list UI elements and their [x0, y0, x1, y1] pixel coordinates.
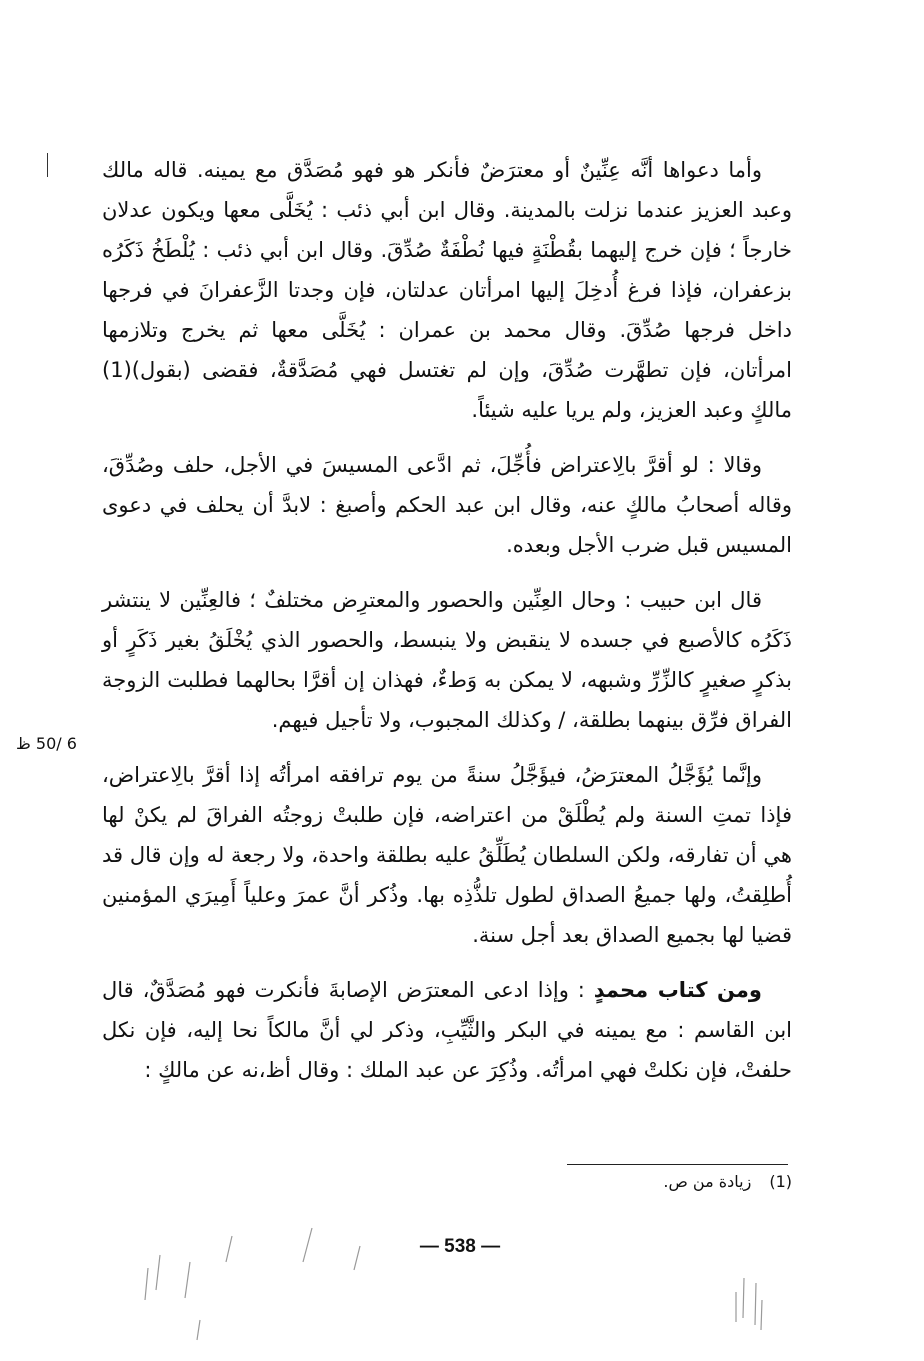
scan-mark [303, 1228, 312, 1262]
book-title-lead: ومن كتاب محمدٍ [593, 978, 762, 1002]
scan-mark [145, 1268, 148, 1300]
scan-mark [156, 1255, 160, 1290]
paragraph-3: قال ابن حبيب : وحال العِنِّين والحصور والمعترِض مختلفٌ ؛ فالعِنِّين لا ينتشر ذَكَرُه كالأصبع في جسده لا ينقبض ولا ينبسط، والحصور الذي يُخْلَقُ بغير ذَكَرٍ أو بذكرٍ صغيرٍ كالزِّرِّ وشبهه، لا يمكن به وَطءٌ، فهذان إن أقرَّا بحالهما فطلبت الزوجة الفراق فرِّق بينهما بطلقة، / وكذلك المجبوب، ولا تأجيل فيهم. [102, 588, 792, 732]
scan-mark [197, 1320, 200, 1340]
paragraph-1: وأما دعواها أنَّه عِنِّينٌ أو معترَضٌ فأنكر هو فهو مُصَدَّق مع يمينه. قاله مالك وعبد العزيز عندما نزلت بالمدينة. وقال ابن أبي ذئب : يُخَلَّى معها ويكون عدلان خارجاً ؛ فإن خرج إليهما بقُطْنَةٍ فيها نُطْفَةٌ صُدِّقَ. وقال ابن أبي ذئب : يُلْطَخُ ذَكَرُه بزعفران، فإذا فرغ أُدخِلَ إليها امرأتان عدلتان، فإن وجدتا الزَّعفرانَ في فرجها داخل فرجها صُدِّقَ. وقال محمد بن عمران : يُخَلَّى معها ثم يخرج وتلازمها امرأتان، فإن تطهَّرت صُدِّقَ، وإن لم تغتسل فهي مُصَدَّقةٌ، فقضى (بقول)(1) مالكٍ وعبد العزيز، ولم يريا عليه شيئاً. [102, 158, 792, 422]
scan-mark [185, 1262, 190, 1298]
scan-mark [743, 1278, 744, 1318]
manuscript-folio-note: 6 /50 ظ [16, 734, 77, 753]
scan-mark [354, 1246, 360, 1270]
paragraph-5-text: : وإذا ادعى المعترَض الإصابةَ فأنكرت فهو مُصَدَّقٌ، قال ابن القاسم : مع يمينه في البكر والثَّيِّبِ، وذكر لي أنَّ مالكاً نحا إليه، فإن نكل حلفتْ، فإن نكلتْ فهي امرأتُه. وذُكِرَ عن عبد الملك : وقال أظ،نه عن مالكٍ : [102, 978, 792, 1082]
scan-mark [226, 1236, 232, 1262]
footnote-text: زيادة من ص. [663, 1172, 752, 1191]
paragraph-2: وقالا : لو أقرَّ بالِاعتراض فأُجِّلَ، ثم ادَّعى المسيسَ في الأجل، حلف وصُدِّقَ، وقاله أصحابُ مالكٍ عنه، وقال ابن عبد الحكم وأصبغ : لابدَّ أن يحلف في دعوى المسيس قبل ضرب الأجل وبعده. [102, 453, 792, 557]
paragraph-4: وإنَّما يُؤَجَّلُ المعترَضُ، فيؤَجَّلُ سنةً من يوم ترافقه امرأتُه إذا أقرَّ بالِاعتراض، فإذا تمتِ السنة ولم يُطْلَقْ من اعتراضه، فإن طلبتْ زوجتُه الفراقَ لم يكنْ لها هي أن تفارقه، ولكن السلطان يُطَلِّقُ عليه بطلقة واحدة، ولا رجعة له وإن قال قد أُطلِقتُ، ولها جميعُ الصداق لطول تلذُّذِه بها. وذُكر أنَّ عمرَ وعلياً أَمِيرَي المؤمنين قضيا لها بجميع الصداق بعد أجل سنة. [102, 763, 792, 947]
footnote-number: (1) [769, 1172, 792, 1191]
scan-mark [755, 1283, 756, 1325]
page-number: — 538 — [419, 1236, 501, 1257]
scan-mark [761, 1300, 762, 1330]
